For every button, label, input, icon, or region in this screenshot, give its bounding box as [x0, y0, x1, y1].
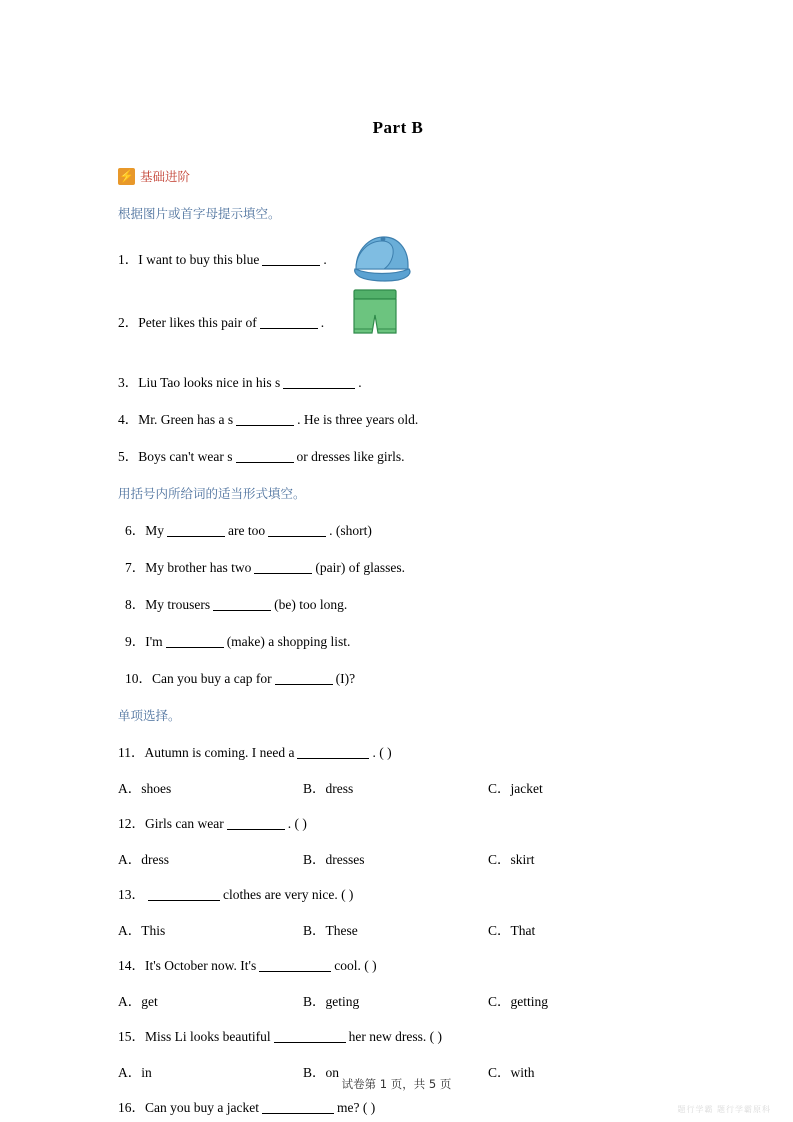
question-8-text-a: My trousers — [145, 597, 211, 612]
question-3-text-a: Liu Tao looks nice in his s — [138, 375, 281, 390]
question-9-number: 9． — [125, 634, 146, 649]
blue-cap-image — [350, 231, 416, 291]
question-14-options — [118, 990, 678, 1010]
question-12-number: 12． — [118, 816, 145, 831]
question-15-option-a[interactable]: A．in — [118, 1065, 152, 1080]
question-4-text-a: Mr. Green has a s — [138, 412, 234, 427]
question-12-option-a[interactable]: A．dress — [118, 852, 169, 867]
question-9-text-b: (make) a shopping list. — [226, 634, 351, 649]
question-10-text-a: Can you buy a cap for — [152, 671, 272, 686]
question-6-blank-1[interactable] — [167, 523, 225, 537]
question-7-text-a: My brother has two — [145, 560, 252, 575]
question-5-number: 5． — [118, 449, 139, 464]
question-5 — [118, 447, 678, 467]
question-10-blank[interactable] — [275, 671, 333, 685]
question-15-blank[interactable] — [274, 1029, 346, 1043]
question-13-option-a[interactable]: A．This — [118, 923, 166, 938]
question-10-text-b: (I)? — [335, 671, 356, 686]
watermark: 题行学霸 题行学霸原科 — [677, 1105, 771, 1114]
question-5-blank[interactable] — [236, 449, 294, 463]
question-7-blank[interactable] — [254, 560, 312, 574]
question-16-blank[interactable] — [262, 1100, 334, 1114]
question-14-blank[interactable] — [259, 958, 331, 972]
question-13-text-a: clothes are very nice. ( ) — [223, 887, 354, 902]
question-11-text-b: . ( ) — [372, 745, 392, 760]
page-title: Part B — [372, 118, 424, 137]
question-12-blank[interactable] — [227, 816, 285, 830]
question-8-number: 8． — [125, 597, 146, 612]
question-14-option-a[interactable]: A．get — [118, 994, 158, 1009]
question-1-text-b: . — [323, 252, 327, 267]
question-10 — [125, 669, 678, 689]
question-2-number: 2． — [118, 315, 139, 330]
question-2 — [118, 313, 678, 333]
question-12-option-b[interactable]: B．dresses — [303, 852, 365, 867]
question-4-text-b: . He is three years old. — [297, 412, 419, 427]
question-14-text-b: cool. ( ) — [334, 958, 377, 973]
question-12-text-a: Girls can wear — [145, 816, 224, 831]
section-header — [118, 168, 678, 185]
question-1-text-a: I want to buy this blue — [138, 252, 260, 267]
question-6-blank-2[interactable] — [268, 523, 326, 537]
question-11-number: 11． — [118, 745, 145, 760]
question-12-option-c[interactable]: C．skirt — [488, 852, 535, 867]
instruction-picture-fill: 根据图片或首字母提示填空。 — [118, 206, 281, 221]
question-4-blank[interactable] — [236, 412, 294, 426]
question-11-blank[interactable] — [297, 745, 369, 759]
question-13-number: 13． — [118, 887, 145, 902]
question-15-option-b[interactable]: B．on — [303, 1065, 340, 1080]
question-6 — [125, 521, 678, 541]
instruction-multiple-choice: 单项选择。 — [118, 708, 181, 723]
question-14-number: 14． — [118, 958, 145, 973]
question-9 — [125, 632, 678, 652]
question-1-blank[interactable] — [262, 252, 320, 266]
question-7-text-b: (pair) of glasses. — [315, 560, 405, 575]
question-6-text-a: My — [145, 523, 165, 538]
question-6-text-c: . (short) — [329, 523, 372, 538]
question-11-option-b[interactable]: B．dress — [303, 781, 354, 796]
section-header-label: 基础进阶 — [140, 169, 191, 184]
question-8-text-b: (be) too long. — [274, 597, 348, 612]
question-14-text-a: It's October now. It's — [145, 958, 257, 973]
question-16-number: 16． — [118, 1100, 145, 1115]
document-content — [118, 118, 678, 1118]
question-15-text-b: her new dress. ( ) — [348, 1029, 442, 1044]
question-4-number: 4． — [118, 412, 139, 427]
question-13-blank[interactable] — [148, 887, 220, 901]
question-11-option-c[interactable]: C．jacket — [488, 781, 543, 796]
question-2-blank[interactable] — [260, 315, 318, 329]
question-13-options — [118, 919, 678, 939]
question-2-text-b: . — [320, 315, 325, 330]
question-11-option-a[interactable]: A．shoes — [118, 781, 172, 796]
question-11-options — [118, 777, 678, 797]
question-14-option-b[interactable]: B．geting — [303, 994, 360, 1009]
question-2-text-a: Peter likes this pair of — [138, 315, 257, 330]
question-15-number: 15． — [118, 1029, 145, 1044]
question-6-text-b: are too — [228, 523, 266, 538]
lightning-icon — [118, 168, 135, 185]
question-11-text-a: Autumn is coming. I need a — [144, 745, 295, 760]
question-5-text-a: Boys can't wear s — [138, 449, 233, 464]
question-10-number: 10． — [125, 671, 152, 686]
question-3-text-b: . — [358, 375, 362, 390]
question-12 — [118, 814, 678, 834]
question-16-text-a: Can you buy a jacket — [145, 1100, 259, 1115]
question-5-text-b: or dresses like girls. — [296, 449, 405, 464]
question-16-text-b: me? ( ) — [336, 1100, 376, 1115]
question-6-number: 6． — [125, 523, 146, 538]
question-15-option-c[interactable]: C．with — [488, 1065, 535, 1080]
question-14 — [118, 956, 678, 976]
question-7-number: 7． — [125, 560, 146, 575]
question-13-option-c[interactable]: C．That — [488, 923, 536, 938]
question-15 — [118, 1027, 678, 1047]
question-13-option-b[interactable]: B．These — [303, 923, 358, 938]
question-11 — [118, 743, 678, 763]
question-7 — [125, 558, 678, 578]
question-9-text-a: I'm — [145, 634, 163, 649]
question-16 — [118, 1098, 678, 1118]
green-shorts-image — [344, 285, 406, 349]
question-8 — [125, 595, 678, 615]
question-14-option-c[interactable]: C．getting — [488, 994, 548, 1009]
question-4 — [118, 410, 678, 430]
question-3 — [118, 373, 678, 393]
question-12-text-b: . ( ) — [287, 816, 307, 831]
instruction-word-form: 用括号内所给词的适当形式填空。 — [118, 486, 306, 501]
question-12-options — [118, 848, 678, 868]
question-3-blank[interactable] — [283, 375, 355, 389]
question-9-blank[interactable] — [166, 634, 224, 648]
question-1 — [118, 250, 678, 270]
question-8-blank[interactable] — [213, 597, 271, 611]
question-13 — [118, 885, 678, 905]
question-1-number: 1． — [118, 252, 139, 267]
question-15-text-a: Miss Li looks beautiful — [145, 1029, 271, 1044]
page-footer: 试卷第 1 页，共 5 页 — [341, 1077, 452, 1091]
question-3-number: 3． — [118, 375, 139, 390]
